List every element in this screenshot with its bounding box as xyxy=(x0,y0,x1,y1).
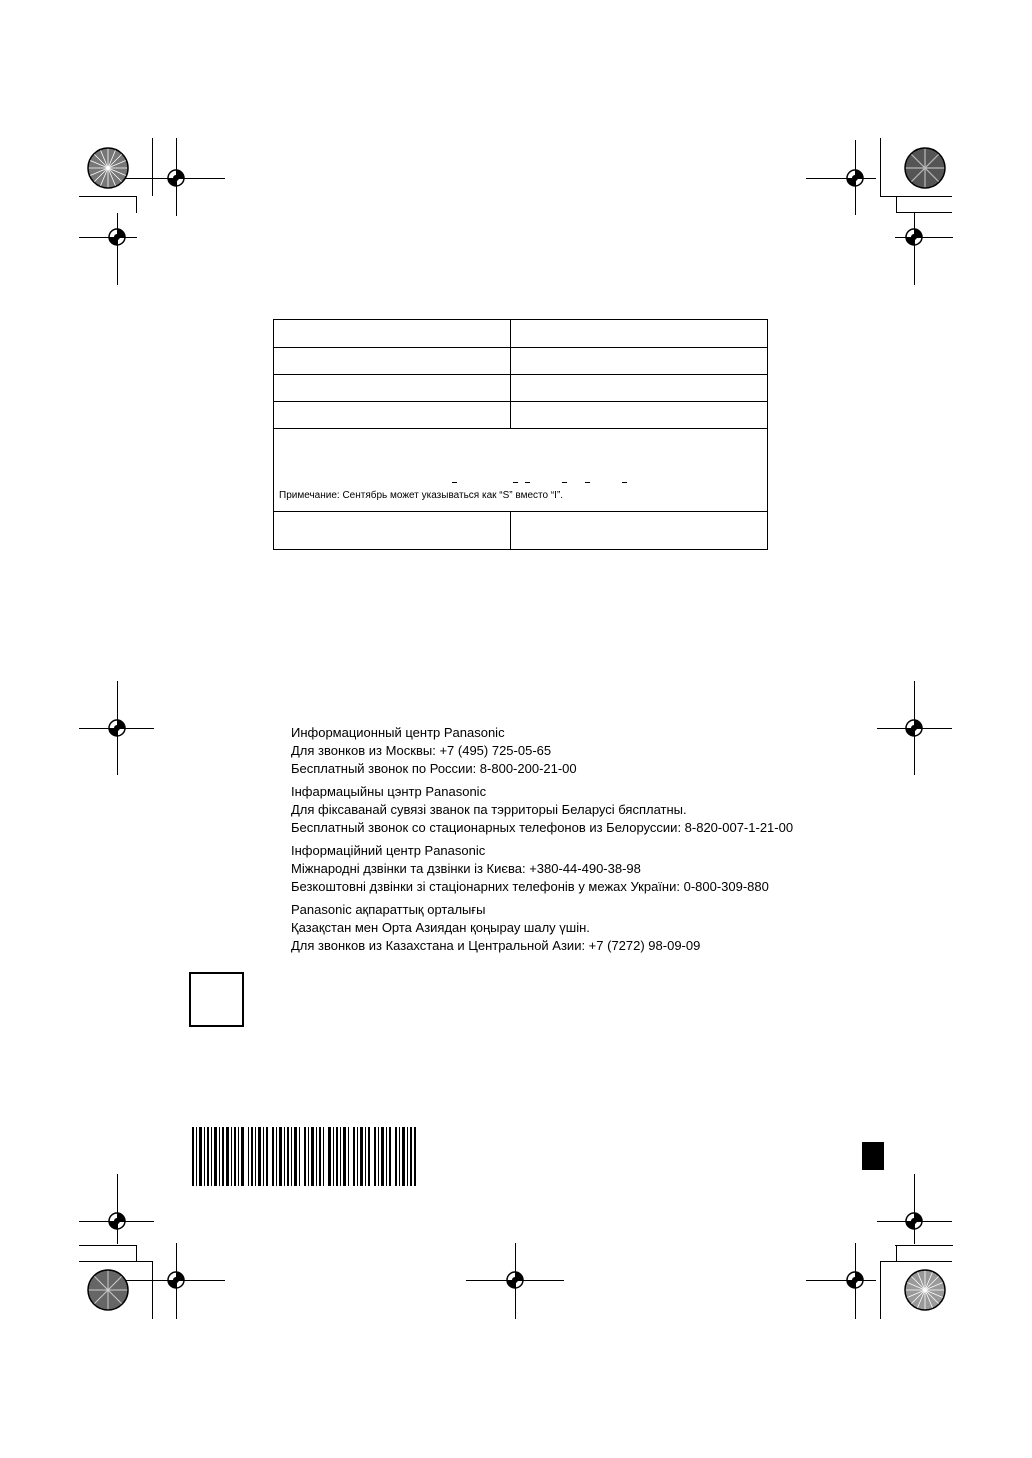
contact-title: Інфармацыйны цэнтр Panasonic xyxy=(291,784,487,799)
sunburst-calibration-icon xyxy=(903,146,947,190)
contact-line: Безкоштовні дзвінки зі стаціонарних телефонів у межах України: 0-800-309-880 xyxy=(291,879,769,894)
crosshair-target-icon xyxy=(107,1211,127,1231)
table-row xyxy=(274,401,767,429)
contact-line: Бесплатный звонок по России: 8-800-200-21-00 xyxy=(291,761,577,776)
table-row xyxy=(274,320,767,348)
note-body: Сентябрь может указываться как “S” вместо “I”. xyxy=(339,490,564,501)
contact-block-kazakhstan xyxy=(291,901,700,955)
sunburst-calibration-icon xyxy=(86,1268,130,1312)
note-label: Примечание: xyxy=(279,490,340,501)
stamp-box xyxy=(189,972,244,1027)
sunburst-calibration-icon xyxy=(86,146,130,190)
date-code-dashes xyxy=(274,476,769,482)
barcode-icon xyxy=(192,1127,416,1186)
table-row xyxy=(274,347,767,375)
crosshair-target-icon xyxy=(845,1270,865,1290)
crosshair-target-icon xyxy=(107,227,127,247)
contact-line: Міжнародні дзвінки та дзвінки із Києва: +380-44-490-38-98 xyxy=(291,861,641,876)
contact-line: Для фіксаванай сувязі званок па тэрриторыі Беларусі бясплатны. xyxy=(291,802,687,817)
contact-title: Інформаційний центр Panasonic xyxy=(291,843,486,858)
contact-title: Информационный центр Panasonic xyxy=(291,725,505,740)
contact-line: Бесплатный звонок со стационарных телефонов из Белоруссии: 8-820-007-1-21-00 xyxy=(291,820,794,835)
crosshair-target-icon xyxy=(845,168,865,188)
crosshair-target-icon xyxy=(107,718,127,738)
crosshair-target-icon xyxy=(904,227,924,247)
contact-block-russia xyxy=(291,724,577,778)
crosshair-target-icon xyxy=(904,718,924,738)
crosshair-target-icon xyxy=(166,168,186,188)
crosshair-target-icon xyxy=(166,1270,186,1290)
crosshair-target-icon xyxy=(904,1211,924,1231)
page-marker xyxy=(862,1142,884,1170)
sunburst-calibration-icon xyxy=(903,1268,947,1312)
contact-block-belarus xyxy=(291,783,793,837)
contact-line: Для звонков из Москвы: +7 (495) 725-05-65 xyxy=(291,743,552,758)
contact-block-ukraine xyxy=(291,842,769,896)
contact-title: Panasonic ақпараттық орталығы xyxy=(291,902,486,917)
crosshair-target-icon xyxy=(505,1270,525,1290)
contact-line: Для звонков из Казахстана и Центральной Азии: +7 (7272) 98-09-09 xyxy=(291,938,701,953)
contact-line: Қазақстан мен Орта Азиядан қоңырау шалу үшін. xyxy=(291,920,590,935)
table-row xyxy=(274,374,767,402)
table-note xyxy=(279,490,563,501)
spec-table xyxy=(273,319,768,550)
